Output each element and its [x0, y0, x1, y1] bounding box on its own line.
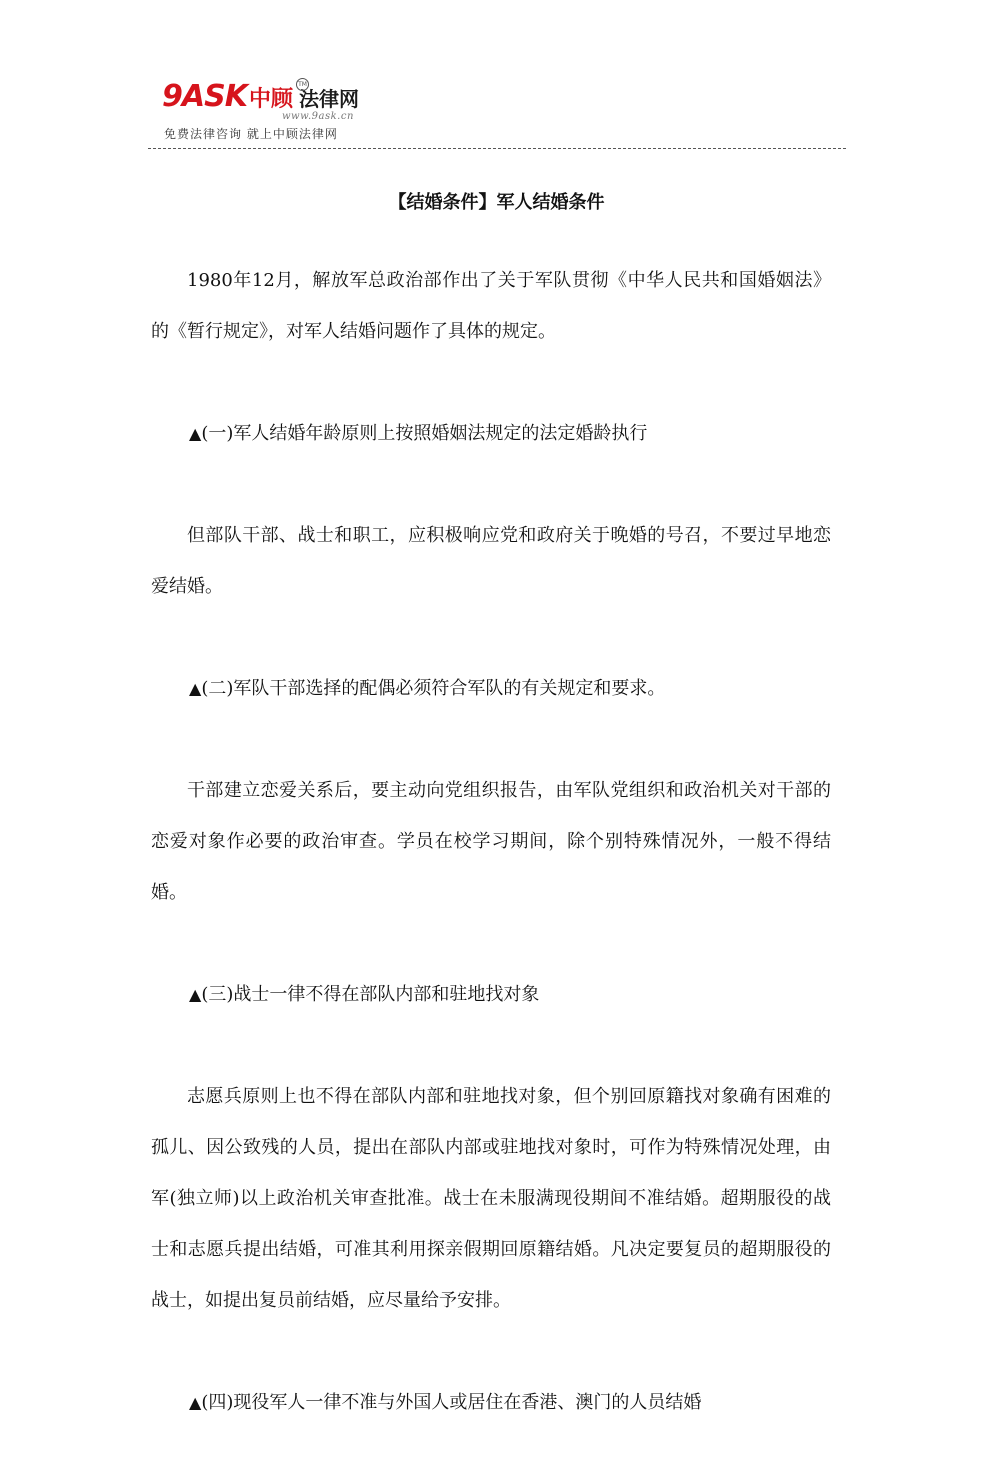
section-heading-1	[151, 408, 831, 459]
section-heading-3	[151, 969, 831, 1020]
triangle-icon: ▲	[189, 1393, 202, 1412]
section-heading-4	[151, 1377, 831, 1428]
logo-url: www.9ask.cn	[282, 111, 354, 122]
logo-slogan: 免费法律咨询 就上中顾法律网	[164, 127, 338, 141]
triangle-icon: ▲	[189, 424, 202, 443]
triangle-icon: ▲	[189, 679, 202, 698]
paragraph-1: 但部队干部、战士和职工，应积极响应党和政府关于晚婚的号召，不要过早地恋爱结婚。	[151, 525, 831, 597]
header-divider	[148, 148, 846, 149]
logo-falvwang: 法律网	[298, 87, 359, 111]
section-heading-text: (二)军队干部选择的配偶必须符合军队的有关规定和要求。	[201, 678, 666, 699]
paragraph-intro: 1980年12月，解放军总政治部作出了关于军队贯彻《中华人民共和国婚姻法》的《暂行规定》，对军人结婚问题作了具体的规定。	[151, 270, 831, 342]
document-body	[151, 255, 831, 1479]
section-heading-2	[151, 663, 831, 714]
logo-nine: 9	[162, 79, 182, 114]
logo-zhonggu: 中顾	[248, 87, 293, 112]
section-heading-text: (一)军人结婚年龄原则上按照婚姻法规定的法定婚龄执行	[201, 423, 648, 444]
section-heading-text: (四)现役军人一律不准与外国人或居住在香港、澳门的人员结婚	[201, 1392, 702, 1413]
site-header	[148, 78, 848, 150]
paragraph-2: 干部建立恋爱关系后，要主动向党组织报告，由军队党组织和政治机关对干部的恋爱对象作必要的政治审查。学员在校学习期间，除个别特殊情况外，一般不得结婚。	[151, 780, 831, 903]
trademark-icon: TM	[296, 78, 309, 91]
document-title: 【结婚条件】军人结婚条件	[388, 192, 605, 213]
section-heading-text: (三)战士一律不得在部队内部和驻地找对象	[201, 984, 540, 1005]
logo-ask: ASK	[181, 79, 247, 114]
site-logo[interactable]	[162, 78, 422, 148]
triangle-icon: ▲	[189, 985, 202, 1004]
paragraph-3: 志愿兵原则上也不得在部队内部和驻地找对象，但个别回原籍找对象确有困难的孤儿、因公致残的人员，提出在部队内部或驻地找对象时，可作为特殊情况处理，由军(独立师)以上政治机关审查批准。战士在未服满现役期间不准结婚。超期服役的战士和志愿兵提出结婚，可准其利用探亲假期回原籍结婚。凡决定要复员的超期服役的战士，如提出复员前结婚，应尽量给予安排。	[151, 1086, 831, 1311]
